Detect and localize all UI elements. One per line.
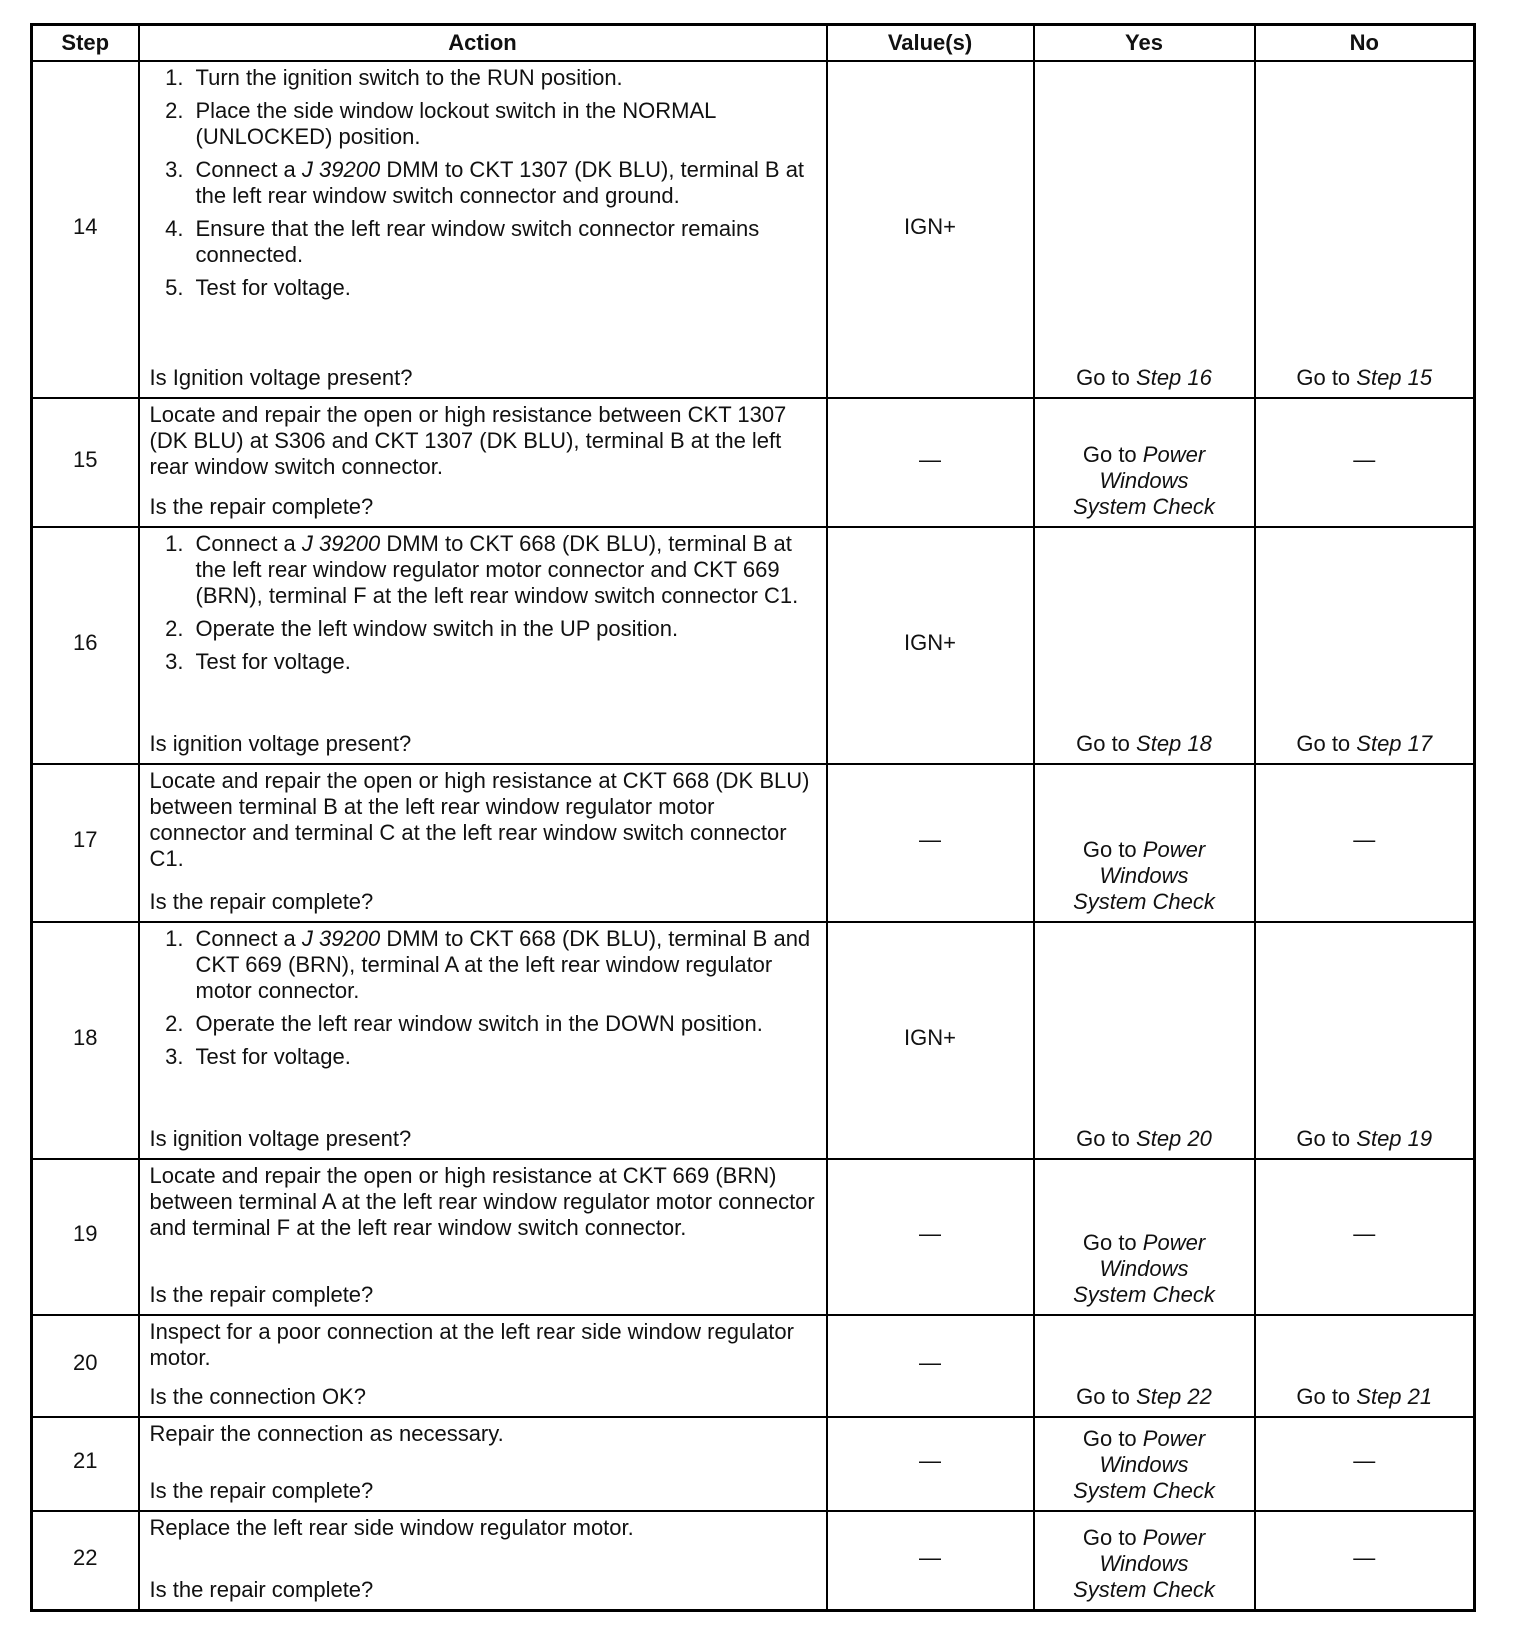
- action-content: [140, 1512, 826, 1603]
- action-content: [140, 528, 826, 757]
- no-cell: [1255, 1511, 1475, 1611]
- action-cell: [139, 1315, 827, 1417]
- no-result-target: Step 21: [1356, 1384, 1433, 1409]
- action-text: Locate and repair the open or high resistance at CKT 668 (DK BLU) between terminal B at the left rear window regulator motor connector and terminal C at the left rear window switch connector C1.: [149, 768, 810, 871]
- no-result-target: Step 15: [1356, 365, 1433, 390]
- action-question: Is Ignition voltage present?: [149, 365, 413, 390]
- action-list-item: [150, 926, 816, 1004]
- value-text: —: [919, 1544, 941, 1570]
- no-result-dash: —: [1353, 446, 1376, 472]
- list-number: 5.: [165, 275, 184, 300]
- step-cell: [32, 1511, 139, 1611]
- list-text: Turn the ignition switch to the RUN position.: [195, 65, 623, 90]
- no-result-box: [1256, 1512, 1474, 1603]
- yes-result-box: [1035, 1316, 1254, 1410]
- action-cell: [139, 1159, 827, 1315]
- no-cell: [1255, 922, 1475, 1159]
- no-cell: [1255, 1315, 1475, 1417]
- no-result-dash: —: [1353, 1221, 1376, 1246]
- list-text: Operate the left rear window switch in the DOWN position.: [195, 1011, 763, 1036]
- value-text: IGN+: [904, 1024, 956, 1050]
- action-cell: [139, 61, 827, 398]
- list-text: Operate the left window switch in the UP position.: [195, 616, 679, 641]
- header-step: Step: [32, 25, 139, 62]
- no-result-text: Go to Step 15: [1296, 365, 1433, 390]
- list-text: Connect a J 39200 DMM to CKT 668 (DK BLU), terminal B and CKT 669 (BRN), terminal A at the left rear window regulator motor connector.: [195, 926, 811, 1003]
- no-result-box: [1256, 765, 1474, 915]
- action-cell: [139, 398, 827, 527]
- action-text: Locate and repair the open or high resistance at CKT 669 (BRN) between terminal A at the left rear window regulator motor connector and terminal F at the left rear window switch connector.: [149, 1163, 815, 1240]
- yes-result-box: [1035, 1160, 1254, 1308]
- action-cell: [139, 922, 827, 1159]
- step-cell: [32, 1159, 139, 1315]
- step-number: 19: [73, 1221, 98, 1246]
- no-cell: [1255, 61, 1475, 398]
- step-cell: [32, 398, 139, 527]
- yes-result-target: Step 16: [1136, 365, 1212, 390]
- yes-cell: [1034, 1315, 1255, 1417]
- yes-cell: [1034, 61, 1255, 398]
- action-cell: [139, 764, 827, 922]
- step-number: 20: [73, 1350, 98, 1375]
- yes-result-text: Go to Power Windows System Check: [1073, 442, 1215, 519]
- step-number: 15: [73, 446, 98, 472]
- step-number: 14: [73, 213, 98, 239]
- yes-result-target: Step 22: [1136, 1384, 1212, 1409]
- action-cell: [139, 527, 827, 764]
- yes-cell: [1034, 527, 1255, 764]
- yes-cell: [1034, 398, 1255, 527]
- yes-result-target: Power Windows System Check: [1073, 837, 1215, 914]
- yes-result-target: Power Windows System Check: [1073, 1230, 1215, 1307]
- value-cell: [827, 398, 1034, 527]
- yes-cell: [1034, 1159, 1255, 1315]
- table-row: [32, 764, 1475, 922]
- diagnostic-table: [30, 23, 1476, 1612]
- table-row: [32, 922, 1475, 1159]
- list-text: Connect a J 39200 DMM to CKT 668 (DK BLU), terminal B at the left rear window regulator motor connector and CKT 669 (BRN), terminal F at the left rear window switch connector C1.: [195, 531, 799, 608]
- no-result-box: [1256, 923, 1474, 1152]
- yes-result-text: Go to Power Windows System Check: [1073, 1426, 1215, 1503]
- action-cell: [139, 1511, 827, 1611]
- action-content: [140, 1418, 826, 1504]
- action-question: Is the repair complete?: [149, 889, 374, 914]
- list-text: Place the side window lockout switch in the NORMAL (UNLOCKED) position.: [195, 98, 716, 149]
- header-action: Action: [139, 25, 827, 62]
- step-number: 21: [73, 1448, 98, 1473]
- value-text: —: [919, 1448, 941, 1473]
- step-number: 22: [73, 1544, 98, 1570]
- list-number: 1.: [165, 926, 184, 951]
- value-text: IGN+: [904, 213, 956, 239]
- table-row: [32, 1315, 1475, 1417]
- yes-cell: [1034, 1417, 1255, 1511]
- value-text: —: [919, 827, 941, 852]
- yes-result-text: Go to Step 18: [1076, 731, 1212, 756]
- action-question: Is ignition voltage present?: [149, 1126, 412, 1151]
- action-question: Is the repair complete?: [149, 1478, 374, 1503]
- yes-result-text: Go to Power Windows System Check: [1073, 837, 1215, 914]
- no-cell: [1255, 764, 1475, 922]
- yes-result-target: Power Windows System Check: [1073, 1426, 1215, 1503]
- list-text: Test for voltage.: [195, 649, 351, 674]
- tool-name: J 39200: [301, 926, 381, 951]
- action-list-item: [150, 275, 816, 301]
- list-number: 1.: [165, 531, 184, 556]
- yes-result-target: Step 20: [1136, 1126, 1212, 1151]
- action-list-item: [150, 649, 816, 675]
- value-text: —: [919, 1221, 941, 1246]
- list-number: 2.: [165, 98, 184, 123]
- table-header-row: [32, 25, 1475, 62]
- yes-result-box: [1035, 1418, 1254, 1504]
- value-text: —: [919, 1350, 941, 1375]
- no-cell: [1255, 1159, 1475, 1315]
- action-list-item: [150, 1044, 816, 1070]
- tool-name: J 39200: [301, 531, 381, 556]
- step-number: 18: [73, 1024, 98, 1050]
- action-question: Is the repair complete?: [149, 494, 374, 519]
- action-text: Locate and repair the open or high resistance between CKT 1307 (DK BLU) at S306 and CKT 1307 (DK BLU), terminal B at the left rear window switch connector.: [149, 402, 787, 479]
- step-cell: [32, 527, 139, 764]
- action-list-item: [150, 616, 816, 642]
- no-cell: [1255, 527, 1475, 764]
- action-list-item: [150, 65, 816, 91]
- tool-name: J 39200: [301, 157, 381, 182]
- value-text: IGN+: [904, 629, 956, 655]
- value-cell: [827, 764, 1034, 922]
- no-result-box: [1256, 399, 1474, 520]
- yes-result-box: [1035, 528, 1254, 757]
- no-result-dash: —: [1353, 827, 1376, 852]
- yes-result-box: [1035, 923, 1254, 1152]
- value-cell: [827, 922, 1034, 1159]
- table-row: [32, 1159, 1475, 1315]
- table-body: [32, 61, 1475, 1611]
- no-result-target: Step 17: [1356, 731, 1433, 756]
- action-content: [140, 399, 826, 520]
- list-number: 3.: [165, 157, 184, 182]
- yes-result-box: [1035, 399, 1254, 520]
- action-list-item: [150, 531, 816, 609]
- no-result-dash: —: [1353, 1544, 1376, 1570]
- list-text: Test for voltage.: [195, 275, 351, 300]
- action-list-item: [150, 98, 816, 150]
- yes-result-text: Go to Step 22: [1076, 1384, 1212, 1409]
- step-number: 16: [73, 629, 98, 655]
- action-content: [140, 62, 826, 391]
- yes-cell: [1034, 764, 1255, 922]
- value-cell: [827, 1417, 1034, 1511]
- list-text: Test for voltage.: [195, 1044, 351, 1069]
- yes-result-target: Power Windows System Check: [1073, 442, 1215, 519]
- yes-result-text: Go to Power Windows System Check: [1073, 1230, 1215, 1307]
- action-question: Is the repair complete?: [149, 1577, 374, 1602]
- value-text: —: [919, 446, 941, 472]
- yes-result-box: [1035, 765, 1254, 915]
- value-cell: [827, 1511, 1034, 1611]
- list-text: Ensure that the left rear window switch connector remains connected.: [195, 216, 760, 267]
- yes-result-text: Go to Power Windows System Check: [1073, 1525, 1215, 1602]
- list-number: 2.: [165, 616, 184, 641]
- action-question: Is ignition voltage present?: [149, 731, 412, 756]
- yes-result-target: Power Windows System Check: [1073, 1525, 1215, 1602]
- value-cell: [827, 1315, 1034, 1417]
- action-cell: [139, 1417, 827, 1511]
- action-question: Is the connection OK?: [149, 1384, 366, 1409]
- header-yes: Yes: [1034, 25, 1255, 62]
- yes-result-target: Step 18: [1136, 731, 1212, 756]
- value-cell: [827, 527, 1034, 764]
- yes-result-box: [1035, 1512, 1254, 1603]
- yes-result-box: [1035, 62, 1254, 391]
- action-list-item: [150, 157, 816, 209]
- list-number: 4.: [165, 216, 184, 241]
- no-result-text: Go to Step 19: [1296, 1126, 1433, 1151]
- step-cell: [32, 61, 139, 398]
- action-content: [140, 1316, 826, 1410]
- no-result-dash: —: [1353, 1448, 1376, 1473]
- no-result-box: [1256, 1316, 1474, 1410]
- table-row: [32, 61, 1475, 398]
- no-result-target: Step 19: [1356, 1126, 1433, 1151]
- value-cell: [827, 61, 1034, 398]
- action-question: Is the repair complete?: [149, 1282, 374, 1307]
- action-content: [140, 765, 826, 915]
- action-content: [140, 923, 826, 1152]
- no-result-box: [1256, 1418, 1474, 1504]
- action-list-item: [150, 1011, 816, 1037]
- header-no: No: [1255, 25, 1475, 62]
- step-number: 17: [73, 827, 98, 852]
- action-text: Repair the connection as necessary.: [149, 1421, 504, 1446]
- yes-result-text: Go to Step 16: [1076, 365, 1212, 390]
- list-number: 2.: [165, 1011, 184, 1036]
- table-row: [32, 398, 1475, 527]
- no-cell: [1255, 398, 1475, 527]
- yes-cell: [1034, 922, 1255, 1159]
- step-cell: [32, 764, 139, 922]
- step-cell: [32, 922, 139, 1159]
- list-number: 3.: [165, 1044, 184, 1069]
- step-cell: [32, 1315, 139, 1417]
- yes-result-text: Go to Step 20: [1076, 1126, 1212, 1151]
- step-cell: [32, 1417, 139, 1511]
- table-row: [32, 1511, 1475, 1611]
- header-values: Value(s): [827, 25, 1034, 62]
- no-result-text: Go to Step 21: [1296, 1384, 1433, 1409]
- action-list-item: [150, 216, 816, 268]
- list-text: Connect a J 39200 DMM to CKT 1307 (DK BLU), terminal B at the left rear window switch connector and ground.: [195, 157, 805, 208]
- no-cell: [1255, 1417, 1475, 1511]
- no-result-box: [1256, 1160, 1474, 1308]
- yes-cell: [1034, 1511, 1255, 1611]
- list-number: 1.: [165, 65, 184, 90]
- action-text: Replace the left rear side window regulator motor.: [149, 1515, 634, 1540]
- no-result-box: [1256, 528, 1474, 757]
- no-result-box: [1256, 62, 1474, 391]
- list-number: 3.: [165, 649, 184, 674]
- no-result-text: Go to Step 17: [1296, 731, 1433, 756]
- table-row: [32, 1417, 1475, 1511]
- table-row: [32, 527, 1475, 764]
- action-text: Inspect for a poor connection at the left rear side window regulator motor.: [149, 1319, 794, 1370]
- action-content: [140, 1160, 826, 1308]
- value-cell: [827, 1159, 1034, 1315]
